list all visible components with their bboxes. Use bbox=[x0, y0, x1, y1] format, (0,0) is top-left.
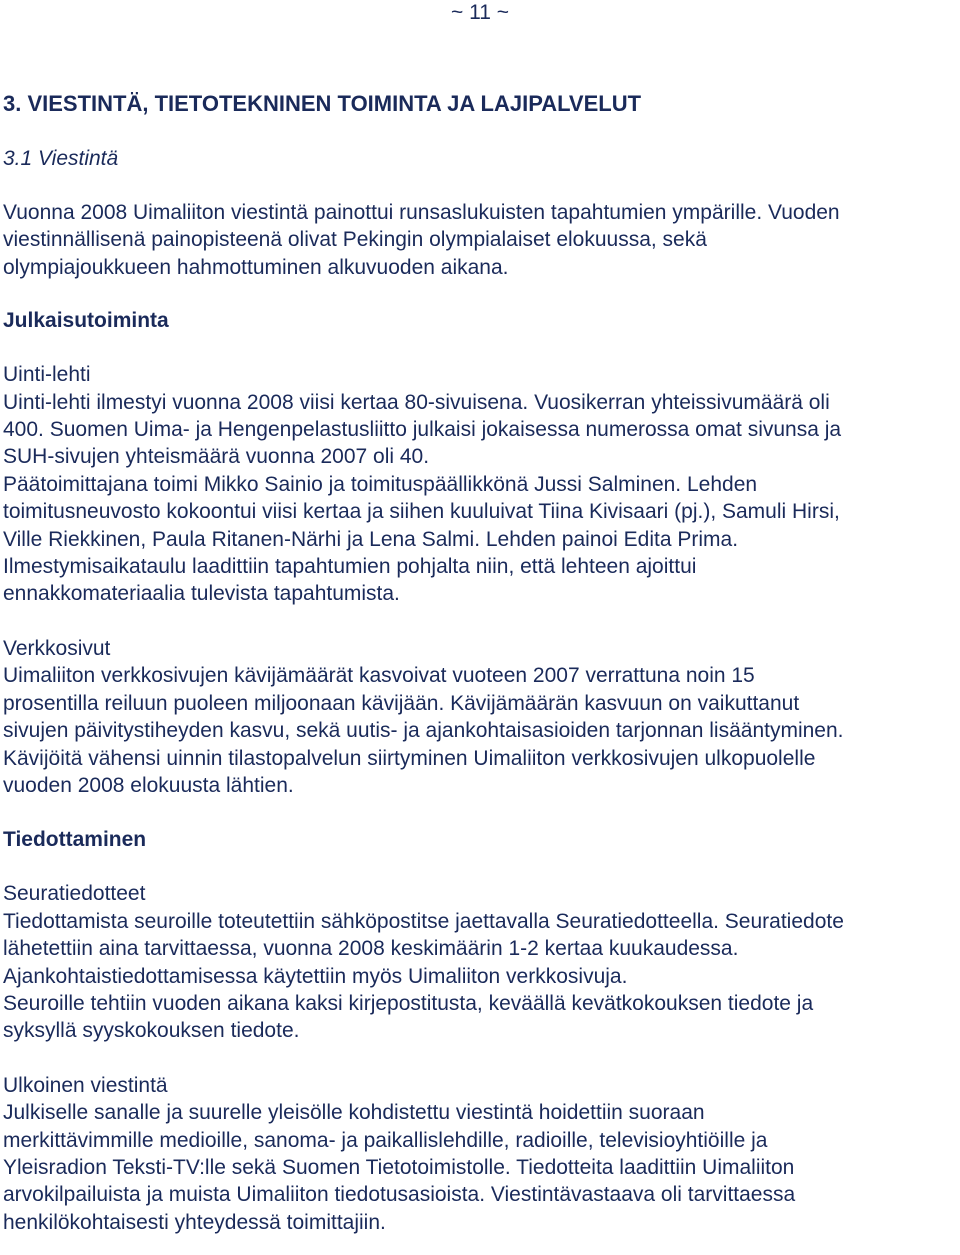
subsection-heading: 3.1 Viestintä bbox=[3, 147, 119, 170]
page-content bbox=[3, 90, 958, 1236]
seuratiedotteet-title: Seuratiedotteet bbox=[3, 882, 146, 906]
uinti-lehti-paragraph: Uinti-lehti ilmestyi vuonna 2008 viisi kertaa 80-sivuisena. Vuosikerran yhteissivumäärä oli 400. Suomen Uima- ja Hengenpelastusliitto julkaisi jokaisessa numerossa omat sivunsa ja SUH-sivujen yhteismäärä vuonna 2007 oli 40. Päätoimittajana toimi Mikko Sainio ja toimituspäällikkönä Jussi Salminen. Lehden toimitusneuvosto kokoontui viisi kertaa ja siihen kuuluivat Tiina Kivisaari (pj.), Samuli Hirsi, Ville Riekkinen, Paula Ritanen-Närhi ja Lena Salmi. Lehden painoi Edita Prima. Ilmestymisaikataulu laadittiin tapahtumien pohjalta niin, että lehteen ajoittui ennakkomateriaalia tulevista tapahtumista. bbox=[3, 390, 842, 606]
tiedottaminen-heading: Tiedottaminen bbox=[3, 828, 147, 852]
verkkosivut-paragraph: Uimaliiton verkkosivujen kävijämäärät kasvoivat vuoteen 2007 verrattuna noin 15 prosentilla reiluun puoleen miljoonaan kävijään. Kävijämäärän kasvuun on vaikuttanut sivujen päivitystiheyden kasvu, sekä uutis- ja ajankohtaisasioiden tarjonnan lisääntyminen. Kävijöitä vähensi uinnin tilastopalvelun siirtyminen Uimaliiton verkkosivujen ulkopuolelle vuoden 2008 elokuusta lähtien. bbox=[3, 664, 844, 797]
julkaisutoiminta-heading: Julkaisutoiminta bbox=[3, 309, 169, 333]
page-number: ~ 11 ~ bbox=[451, 1, 509, 24]
section-heading: 3. VIESTINTÄ, TIETOTEKNINEN TOIMINTA JA LAJIPALVELUT bbox=[3, 91, 642, 116]
intro-paragraph: Vuonna 2008 Uimaliiton viestintä painottui runsaslukuisten tapahtumien ympärille. Vuoden viestinnällisenä painopisteenä olivat Pekingin olympialaiset elokuussa, sekä olympiajoukkueen hahmottuminen alkuvuoden aikana. bbox=[3, 201, 840, 279]
ulkoinen-viestinta-title: Ulkoinen viestintä bbox=[3, 1073, 168, 1097]
verkkosivut-title: Verkkosivut bbox=[3, 636, 111, 660]
seuratiedotteet-paragraph: Tiedottamista seuroille toteutettiin sähköpostitse jaettavalla Seuratiedotteella. Seuratiedote lähetettiin aina tarvittaessa, vuonna 2008 keskimäärin 1-2 kertaa kuukaudessa. Ajankohtaistiedottamisessa käytettiin myös Uimaliiton verkkosivuja. Seuroille tehtiin vuoden aikana kaksi kirjepostitusta, keväällä kevätkokouksen tiedote ja syksyllä syyskokouksen tiedote. bbox=[3, 909, 844, 1043]
ulkoinen-viestinta-paragraph: Julkiselle sanalle ja suurelle yleisölle kohdistettu viestintä hoidettiin suoraan merkittävimmille medioille, sanoma- ja paikallislehdille, radioille, televisioyhtiöille ja Yleisradion Teksti-TV:lle sekä Suomen Tietotoimistolle. Tiedotteita laadittiin Uimaliiton arvokilpailuista ja muista Uimaliiton tiedotusasioista. Viestintävastaava oli tarvittaessa henkilökohtaisesti yhteydessä toimittajiin. bbox=[3, 1101, 796, 1234]
uinti-lehti-title: Uinti-lehti bbox=[3, 363, 91, 387]
